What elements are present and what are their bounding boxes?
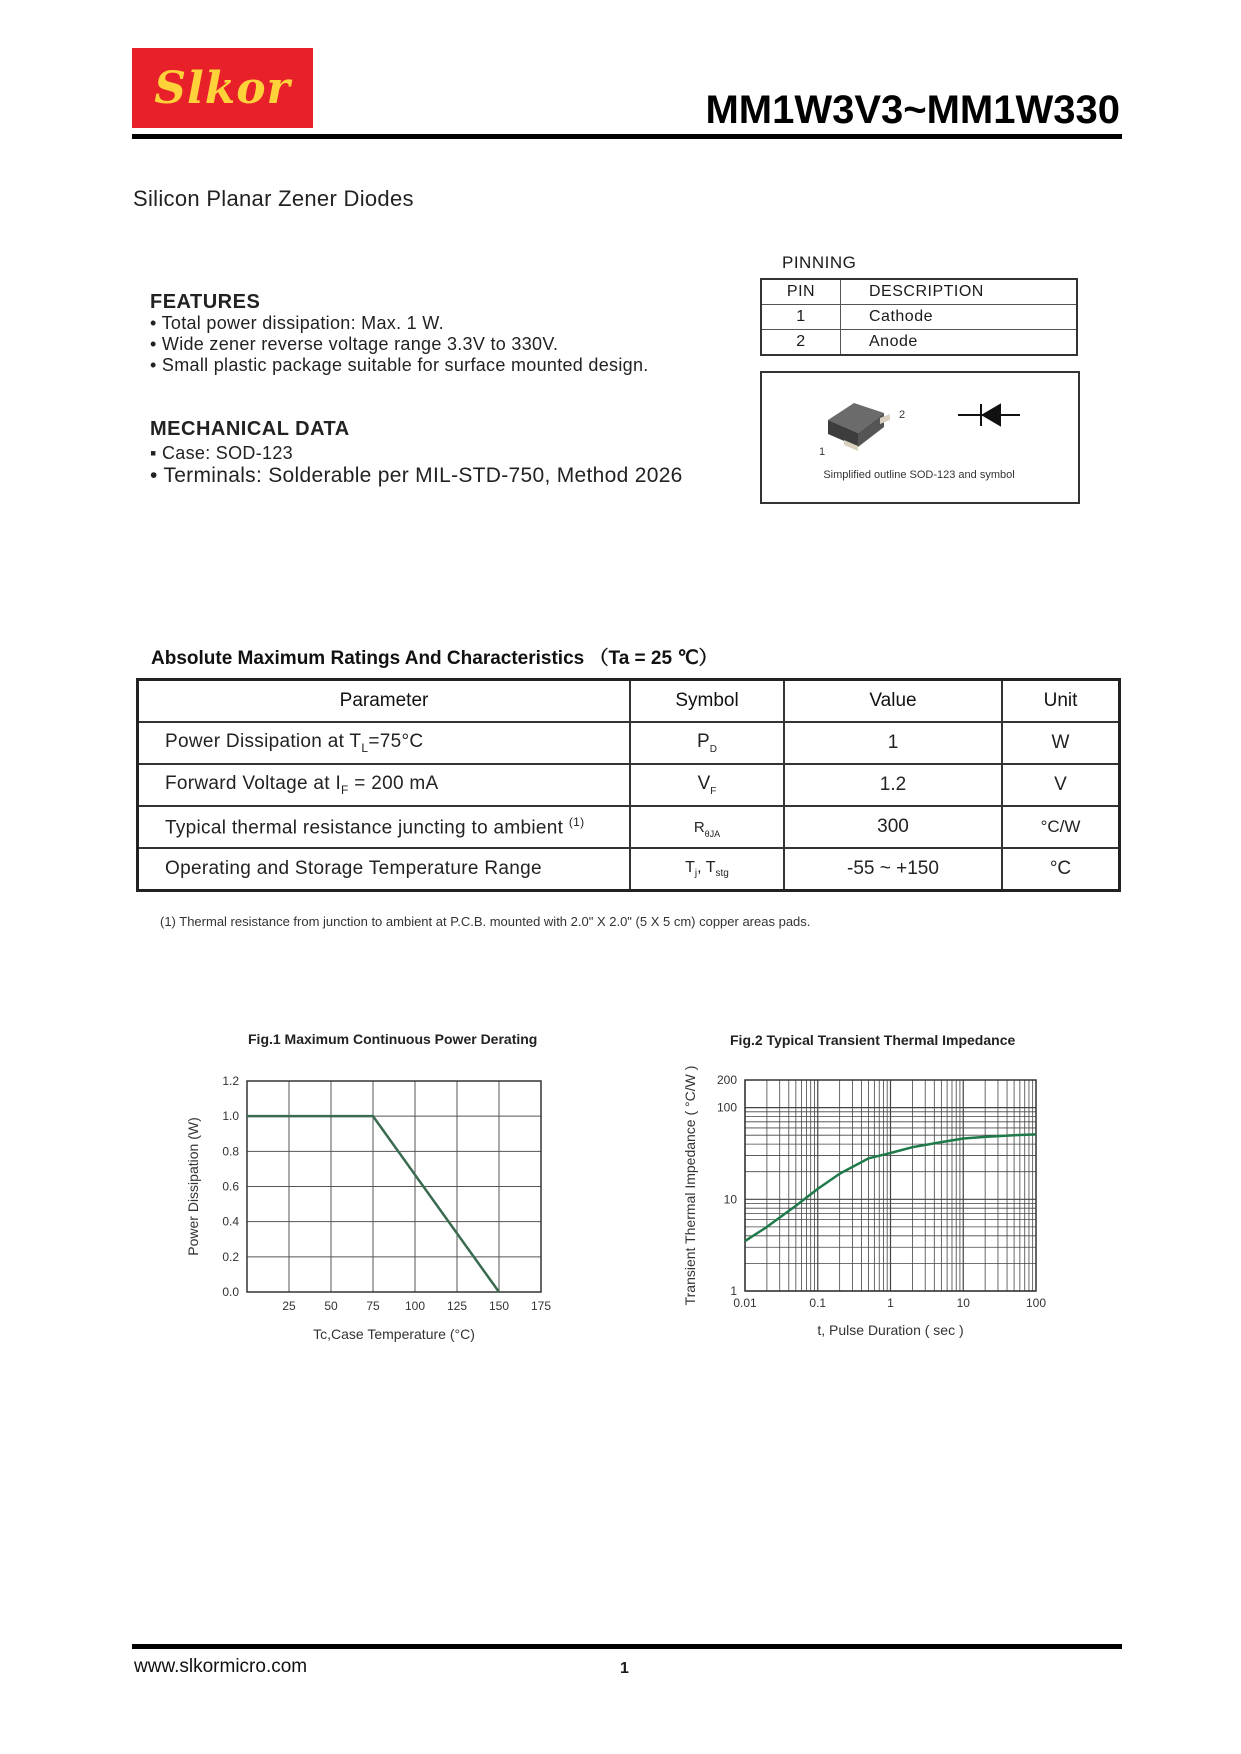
ratings-title: Absolute Maximum Ratings And Characteristics （Ta = 25 ℃） (151, 648, 718, 669)
parameter-subscript: F (341, 782, 349, 797)
pin-label: 1 (819, 446, 826, 458)
mechanical-item: ▪ Case: SOD-123 (150, 443, 293, 463)
x-tick-label: 1 (887, 1296, 894, 1310)
unit-cell: °C/W (1002, 806, 1120, 848)
x-tick-label: 50 (324, 1299, 338, 1313)
parameter-cell (138, 764, 631, 806)
symbol-subscript: F (710, 785, 717, 797)
website-link[interactable]: www.slkormicro.com (134, 1656, 308, 1677)
table-row (138, 764, 1120, 806)
x-tick-label: 75 (366, 1299, 380, 1313)
unit-cell: W (1002, 722, 1120, 764)
pin-header: PIN (761, 279, 841, 305)
symbol-text: P (697, 731, 710, 753)
value-cell: 1.2 (784, 764, 1002, 806)
pin-description: Cathode (841, 305, 1078, 330)
symbol-header: Symbol (630, 680, 784, 723)
parameter-subscript: L (361, 740, 369, 755)
x-tick-label: 10 (956, 1296, 970, 1310)
value-cell: -55 ~ +150 (784, 848, 1002, 891)
y-tick-label: 0.2 (222, 1249, 239, 1264)
x-axis-label: t, Pulse Duration ( sec ) (817, 1322, 964, 1338)
pinning-row (761, 330, 1077, 356)
footer-rule (132, 1644, 1122, 1649)
symbol-subscript: j (694, 868, 698, 880)
x-tick-label: 175 (530, 1299, 552, 1313)
parameter-header: Parameter (138, 680, 631, 723)
y-tick-label: 0.0 (222, 1285, 239, 1299)
brand-logo (132, 48, 313, 128)
pinning-table (760, 278, 1078, 356)
symbol-subscript: stg (715, 868, 729, 880)
package-outline-box (760, 371, 1080, 504)
pin-label: 2 (899, 409, 906, 421)
parameter-text: Power Dissipation at T (165, 731, 362, 753)
logo-text: Slkor (154, 62, 291, 114)
table-row (138, 806, 1120, 848)
symbol-text: R (693, 818, 705, 836)
ratings-table (136, 678, 1121, 892)
fig1-chart (180, 1060, 580, 1350)
parameter-cell (138, 806, 631, 848)
fig1-title: Fig.1 Maximum Continuous Power Derating (248, 1031, 538, 1047)
y-tick-label: 1.2 (222, 1074, 239, 1088)
unit-header: Unit (1002, 680, 1120, 723)
sod123-package-icon (828, 403, 890, 451)
pin-description: Anode (841, 330, 1078, 356)
description-header: DESCRIPTION (841, 279, 1078, 305)
x-tick-label: 100 (1025, 1296, 1047, 1310)
ratings-header-row (138, 680, 1120, 723)
x-tick-label: 125 (446, 1299, 468, 1313)
document-subtitle: Silicon Planar Zener Diodes (133, 186, 414, 211)
symbol-text-mid: , T (697, 858, 716, 876)
x-tick-label: 150 (488, 1299, 510, 1313)
page-number: 1 (620, 1660, 629, 1677)
symbol-cell (630, 764, 784, 806)
parameter-text: Typical thermal resistance juncting to ambient (165, 817, 564, 839)
y-axis-label: Transient Thermal Impedance ( °C/W ) (682, 1065, 698, 1306)
mechanical-heading: MECHANICAL DATA (150, 418, 350, 440)
ratings-footnote: (1) Thermal resistance from junction to ambient at P.C.B. mounted with 2.0" X 2.0" (5 X 5 cm) copper areas pads. (160, 914, 811, 929)
header-rule (132, 134, 1122, 139)
symbol-cell (630, 806, 784, 848)
parameter-text: Forward Voltage at I (165, 773, 342, 795)
part-number-title: MM1W3V3~MM1W330 (705, 88, 1120, 132)
mechanical-item: • Terminals: Solderable per MIL-STD-750, Method 2026 (150, 464, 683, 487)
y-tick-label: 1 (730, 1284, 737, 1298)
y-tick-label: 200 (716, 1073, 737, 1087)
y-tick-label: 0.6 (222, 1179, 239, 1194)
pinning-row (761, 305, 1077, 330)
y-tick-label: 10 (723, 1192, 737, 1207)
value-cell: 1 (784, 722, 1002, 764)
parameter-text-tail: = 200 mA (348, 773, 439, 795)
table-row (138, 722, 1120, 764)
y-tick-label: 100 (716, 1100, 737, 1115)
symbol-subscript: θJA (704, 828, 721, 839)
unit-cell: V (1002, 764, 1120, 806)
pinning-header-row (761, 279, 1077, 305)
feature-item: • Total power dissipation: Max. 1 W. (150, 313, 444, 333)
x-tick-label: 0.1 (809, 1296, 827, 1310)
parameter-cell: Operating and Storage Temperature Range (138, 848, 631, 891)
x-tick-label: 25 (282, 1299, 296, 1313)
diode-symbol-icon (958, 404, 1020, 426)
pinning-title: PINNING (782, 253, 857, 272)
parameter-cell (138, 722, 631, 764)
y-axis-label: Power Dissipation (W) (185, 1117, 201, 1256)
footnote-marker: (1) (568, 814, 585, 829)
y-tick-label: 0.4 (222, 1214, 239, 1229)
symbol-text: T (685, 858, 695, 876)
x-tick-label: 0.01 (733, 1296, 757, 1310)
y-tick-label: 1.0 (222, 1109, 239, 1124)
table-row (138, 848, 1120, 891)
pin-number: 2 (761, 330, 841, 356)
package-drawing (762, 373, 1078, 502)
pin-number: 1 (761, 305, 841, 330)
parameter-text-tail: =75°C (368, 731, 424, 753)
outline-caption: Simplified outline SOD-123 and symbol (823, 469, 1015, 481)
feature-item: • Wide zener reverse voltage range 3.3V to 330V. (150, 334, 559, 354)
symbol-cell (630, 722, 784, 764)
feature-item: • Small plastic package suitable for surface mounted design. (150, 355, 649, 375)
x-tick-label: 100 (404, 1299, 426, 1313)
features-heading: FEATURES (150, 291, 261, 313)
value-header: Value (784, 680, 1002, 723)
fig2-chart (680, 1050, 1080, 1350)
y-tick-label: 0.8 (222, 1144, 239, 1159)
value-cell: 300 (784, 806, 1002, 848)
unit-cell: °C (1002, 848, 1120, 891)
symbol-cell (630, 848, 784, 891)
symbol-subscript: D (709, 743, 717, 755)
fig2-title: Fig.2 Typical Transient Thermal Impedance (730, 1032, 1016, 1048)
symbol-text: V (697, 773, 711, 795)
x-axis-label: Tc,Case Temperature (°C) (313, 1326, 475, 1342)
